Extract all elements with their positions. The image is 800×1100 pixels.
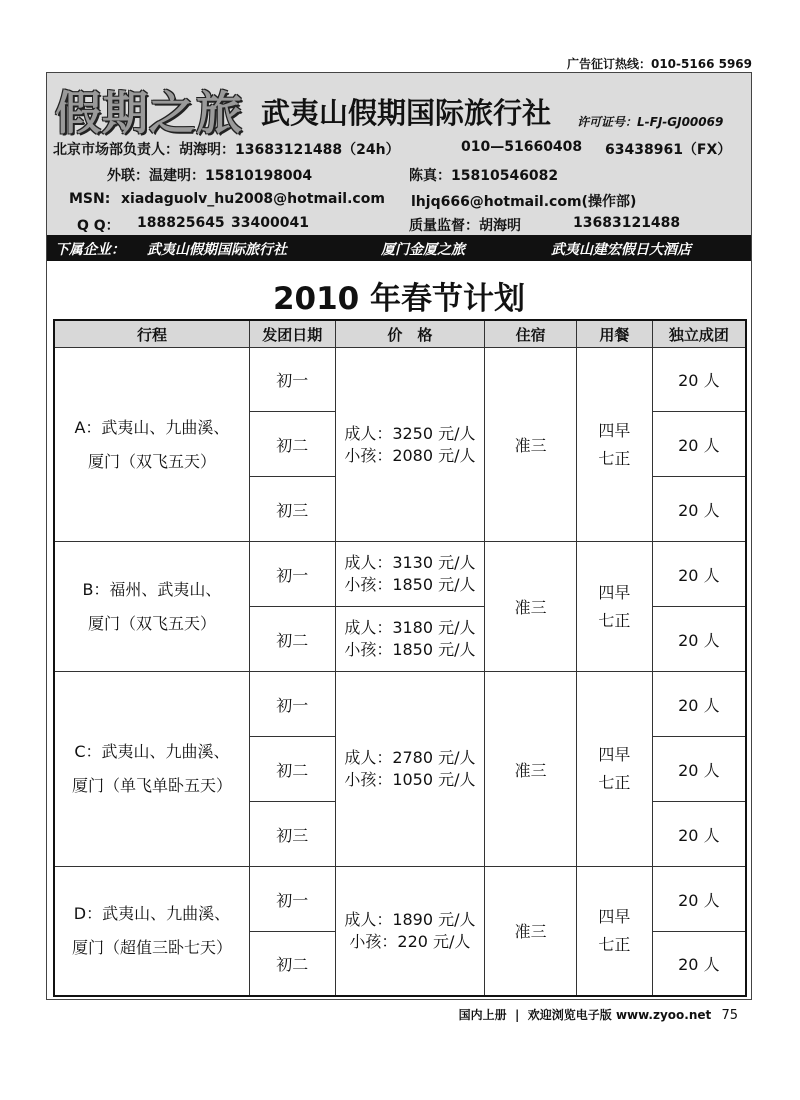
ad-hotline: 广告征订热线：010-5166 5969 bbox=[566, 57, 752, 71]
agency-name: 武夷山假期国际旅行社 bbox=[261, 96, 552, 130]
quality-supervisor: 质量监督：胡海明 bbox=[409, 218, 521, 234]
departure-date: 初二 bbox=[249, 412, 335, 477]
liaison-contact: 外联：温建明：15810198004 bbox=[107, 168, 313, 184]
meals-line: 七正 bbox=[598, 773, 631, 792]
logo: 假期之旅 bbox=[55, 86, 243, 140]
license-number: 许可证号：L-FJ-GJ00069 bbox=[577, 115, 724, 129]
lodging-cell: 准三 bbox=[485, 348, 577, 542]
departure-date: 初一 bbox=[249, 672, 335, 737]
group-size: 20 人 bbox=[652, 348, 746, 412]
route-name-line: D：武夷山、九曲溪、 bbox=[73, 903, 231, 923]
header-lodging: 住宿 bbox=[485, 320, 577, 348]
subsidiary-item: 武夷山建宏假日大酒店 bbox=[551, 242, 691, 258]
page-number: 75 bbox=[721, 1008, 738, 1023]
departure-date: 初三 bbox=[249, 802, 335, 867]
departure-date: 初一 bbox=[249, 348, 335, 412]
departure-date: 初三 bbox=[249, 477, 335, 542]
meals-cell bbox=[576, 672, 652, 867]
child-price: 小孩：2080 元/人 bbox=[344, 445, 476, 465]
price-cell bbox=[335, 672, 485, 867]
group-size: 20 人 bbox=[652, 867, 746, 932]
meals-line: 四早 bbox=[598, 420, 631, 440]
ops-email: lhjq666@hotmail.com(操作部) bbox=[411, 194, 637, 210]
subsidiaries-bar bbox=[47, 235, 751, 261]
spring-festival-plan-table bbox=[53, 319, 747, 997]
table-row bbox=[54, 867, 746, 932]
header-route: 行程 bbox=[54, 320, 249, 348]
msn-address: xiadaguolv_hu2008@hotmail.com bbox=[121, 191, 385, 207]
header-meals: 用餐 bbox=[576, 320, 652, 348]
meals-line: 四早 bbox=[598, 582, 631, 602]
footer-divider: | bbox=[510, 1008, 524, 1022]
header-departure-date: 发团日期 bbox=[249, 320, 335, 348]
group-size: 20 人 bbox=[652, 412, 746, 477]
adult-price: 成人：3250 元/人 bbox=[344, 423, 476, 443]
footer-welcome: 欢迎浏览电子版 bbox=[527, 1008, 612, 1022]
departure-date: 初二 bbox=[249, 607, 335, 672]
lodging-cell: 准三 bbox=[485, 542, 577, 672]
route-name-line: A：武夷山、九曲溪、 bbox=[74, 417, 230, 437]
plan-title: 2010 年春节计划 bbox=[272, 281, 526, 317]
page-footer bbox=[459, 1006, 738, 1023]
route-cell bbox=[54, 542, 249, 672]
child-price: 小孩：1850 元/人 bbox=[344, 640, 476, 659]
table-row bbox=[54, 542, 746, 607]
lodging-cell: 准三 bbox=[485, 867, 577, 996]
header-band bbox=[47, 73, 751, 235]
departure-date: 初一 bbox=[249, 867, 335, 932]
qq-label: Q Q： bbox=[77, 218, 120, 234]
adult-price: 成人：1890 元/人 bbox=[344, 909, 476, 929]
chen-contact: 陈真：15810546082 bbox=[409, 168, 559, 184]
route-name-line: 厦门（双飞五天） bbox=[87, 613, 216, 633]
route-name-line: 厦门（超值三卧七天） bbox=[71, 937, 232, 957]
route-name-line: C：武夷山、九曲溪、 bbox=[74, 742, 230, 761]
table-row bbox=[54, 348, 746, 412]
fax-number: 63438961（FX） bbox=[605, 142, 732, 158]
group-size: 20 人 bbox=[652, 477, 746, 542]
subsidiary-item: 武夷山假期国际旅行社 bbox=[147, 242, 287, 258]
child-price: 小孩：1050 元/人 bbox=[344, 770, 476, 789]
page-frame bbox=[46, 72, 752, 1000]
footer-site: www.zyoo.net bbox=[615, 1008, 712, 1022]
qq-number-1: 188825645 bbox=[137, 215, 225, 231]
group-size: 20 人 bbox=[652, 542, 746, 607]
route-cell bbox=[54, 348, 249, 542]
msn-label: MSN: bbox=[69, 191, 111, 207]
qq-number-2: 33400041 bbox=[231, 215, 309, 231]
meals-line: 七正 bbox=[598, 448, 631, 468]
subsidiary-item: 厦门金厦之旅 bbox=[381, 242, 465, 258]
meals-cell bbox=[576, 542, 652, 672]
child-price: 小孩：1850 元/人 bbox=[344, 575, 476, 594]
route-name-line: 厦门（单飞单卧五天） bbox=[71, 776, 232, 795]
price-cell bbox=[335, 607, 485, 672]
group-size: 20 人 bbox=[652, 802, 746, 867]
price-cell bbox=[335, 542, 485, 607]
departure-date: 初二 bbox=[249, 737, 335, 802]
route-cell bbox=[54, 672, 249, 867]
table-row bbox=[54, 672, 746, 737]
adult-price: 成人：3180 元/人 bbox=[344, 618, 476, 637]
departure-date: 初二 bbox=[249, 932, 335, 996]
table-header-row bbox=[54, 320, 746, 348]
meals-line: 七正 bbox=[598, 934, 631, 954]
subsidiaries-label: 下属企业： bbox=[55, 242, 125, 258]
group-size: 20 人 bbox=[652, 607, 746, 672]
departure-date: 初一 bbox=[249, 542, 335, 607]
group-size: 20 人 bbox=[652, 737, 746, 802]
adult-price: 成人：3130 元/人 bbox=[344, 553, 476, 572]
price-cell bbox=[335, 348, 485, 542]
meals-cell bbox=[576, 867, 652, 996]
child-price: 小孩：220 元/人 bbox=[349, 931, 471, 951]
meals-line: 四早 bbox=[598, 906, 631, 926]
header-group: 独立成团 bbox=[652, 320, 746, 348]
route-name-line: B：福州、武夷山、 bbox=[82, 579, 222, 599]
header-price: 价 格 bbox=[335, 320, 485, 348]
group-size: 20 人 bbox=[652, 932, 746, 996]
quality-phone: 13683121488 bbox=[573, 215, 681, 231]
meals-line: 七正 bbox=[598, 610, 631, 630]
adult-price: 成人：2780 元/人 bbox=[344, 748, 476, 767]
lodging-cell: 准三 bbox=[485, 672, 577, 867]
price-cell bbox=[335, 867, 485, 996]
office-phone: 010—51660408 bbox=[461, 139, 583, 155]
footer-section: 国内上册 bbox=[458, 1008, 507, 1022]
group-size: 20 人 bbox=[652, 672, 746, 737]
meals-line: 四早 bbox=[598, 745, 631, 764]
beijing-manager: 北京市场部负责人：胡海明：13683121488（24h） bbox=[53, 142, 400, 158]
route-cell bbox=[54, 867, 249, 996]
meals-cell bbox=[576, 348, 652, 542]
route-name-line: 厦门（双飞五天） bbox=[87, 451, 216, 471]
